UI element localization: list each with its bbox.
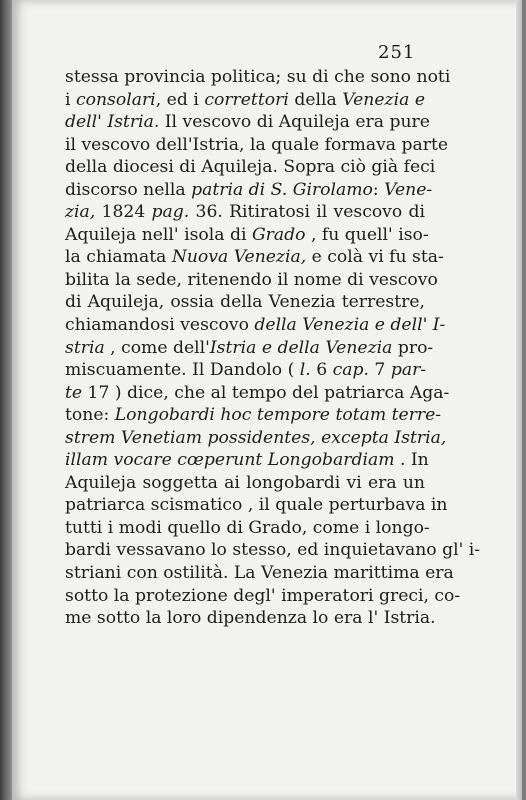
page-edge [516,0,522,800]
italic-text: della Venezia e dell' I- [254,315,446,336]
text-run: bilita la sede, ritenendo il nome di vescovo [65,269,438,290]
text-line [65,179,433,202]
text-run: della [288,89,343,110]
italic-text: te [65,382,83,403]
text-line [65,246,444,269]
italic-text: patria di S. Girolamo [191,179,373,200]
text-line [65,472,425,495]
text-line [65,562,454,585]
italic-text: stria [65,337,105,358]
text-run: striani con ostilità. La Venezia marittima era [65,563,454,584]
text-run: , ed i [155,89,205,110]
text-line [65,111,430,134]
text-run: 1824 [95,202,152,223]
text-line [65,359,425,382]
text-run: il vescovo dell'Istria, la quale formava parte [65,134,449,155]
text-line [65,404,442,427]
text-run: bardi vessavano lo stesso, ed inquietavano gl' i- [65,540,481,561]
text-run: discorso nella [65,179,192,200]
text-run: 36. Ritiratosi il vescovo di [189,202,425,223]
text-run: patriarca scismatico , il quale perturbava in [65,495,448,516]
italic-text: Longobardi hoc tempore totam terre- [114,405,442,426]
text-line [65,291,425,314]
italic-text: correttori [204,89,289,110]
text-line [65,269,438,292]
text-run: tutti i modi quello di Grado, come i longo- [65,517,430,538]
italic-text: illam vocare cœperunt Longobardiam [65,450,395,471]
italic-text: Vene- [384,179,433,200]
italic-text: Istria e della Venezia [209,337,393,358]
text-line [65,585,461,608]
italic-text: dell' Istria. [65,112,160,133]
text-line [65,314,446,337]
italic-text: par- [390,360,427,381]
italic-text: strem Venetiam possidentes, excepta Istria, [65,427,447,448]
text-run: : [372,179,385,200]
text-line [65,607,436,630]
italic-text: cap. [332,360,369,381]
text-line [65,382,450,405]
text-line [65,517,430,540]
italic-text: l. [299,360,311,381]
text-run: Il vescovo di Aquileja era pure [159,112,430,133]
text-run: tone: [65,405,115,426]
text-run: 17 ) dice, che al tempo del patriarca Aga- [82,382,450,403]
text-run: chiamandosi vescovo [65,315,255,336]
text-line [65,201,425,224]
text-run: la chiamata [65,247,172,268]
text-line [65,224,429,247]
text-line [65,449,429,472]
text-run: pro- [392,337,434,358]
text-run: , fu quell' iso- [305,224,429,245]
text-run: 6 [310,360,333,381]
body-text [65,66,481,630]
text-run: miscuamente. Il Dandolo ( [65,360,300,381]
text-line [65,134,449,157]
text-line [65,494,448,517]
text-run: , come dell' [104,337,210,358]
text-line [65,427,447,450]
text-run: me sotto la loro dipendenza lo era l' Istria. [65,608,436,629]
text-run: Aquileja soggetta ai longobardi vi era un [65,472,425,493]
text-line [65,156,436,179]
text-run: sotto la protezione degl' imperatori greci, co- [65,585,461,606]
text-run: stessa provincia politica; su di che sono noti [65,67,451,87]
text-run: i [65,89,77,110]
book-page [12,0,522,800]
italic-text: consolari [76,89,156,110]
text-run: . In [394,450,429,471]
italic-text: Nuova Venezia, [171,247,307,268]
text-run: 7 [368,360,391,381]
italic-text: zia, [65,202,96,223]
page-number: 251 [378,42,416,63]
text-run: e colà vi fu sta- [306,247,444,268]
text-line [65,89,425,112]
text-run: Aquileja nell' isola di [65,224,252,245]
italic-text: Grado [251,224,306,245]
text-line [65,337,434,360]
italic-text: Venezia e [342,89,425,110]
text-line [65,66,451,89]
italic-text: pag. [151,202,190,223]
text-run: della diocesi di Aquileja. Sopra ciò già feci [65,157,436,178]
text-run: di Aquileja, ossia della Venezia terrestre, [65,292,425,313]
text-line [65,539,481,562]
